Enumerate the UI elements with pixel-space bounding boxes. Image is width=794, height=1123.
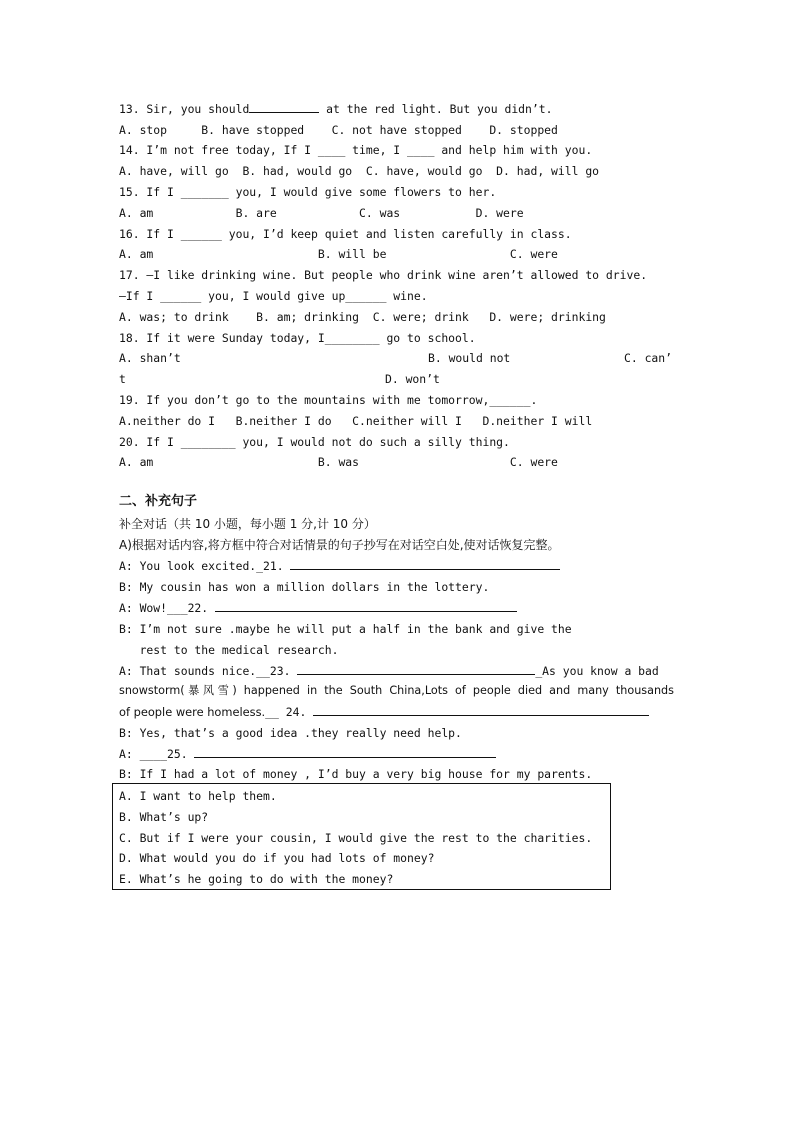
question-18-option-c-cont: t: [119, 372, 126, 386]
section-instruction: 补全对话（共 10 小题，每小题 1 分,计 10 分）: [119, 517, 376, 531]
answer-blank: [194, 747, 496, 758]
dialogue-line: rest to the medical research.: [119, 643, 339, 657]
choice-e: E. What’s he going to do with the money?: [119, 872, 394, 886]
choice-d: D. What would you do if you had lots of money?: [119, 851, 435, 865]
question-15-stem: 15. If I _______ you, I would give some flowers to her.: [119, 185, 497, 199]
dialogue-line: B: If I had a lot of money , I’d buy a very big house for my parents.: [119, 767, 593, 781]
dialogue-line-24: of people were homeless.__ 24.: [119, 705, 679, 719]
section-subinstruction: A)根据对话内容,将方框中符合对话情景的句子抄写在对话空白处,使对话恢复完整。: [119, 538, 560, 552]
question-17-options: A. was; to drink B. am; drinking C. were; drink D. were; drinking: [119, 310, 606, 324]
dialogue-line-21: A: You look excited._21.: [119, 559, 679, 573]
question-15-options: A. am B. are C. was D. were: [119, 206, 524, 220]
answer-blank: [215, 601, 517, 612]
question-18-option-c: C. can’: [624, 351, 673, 365]
question-19-stem: 19. If you don’t go to the mountains with me tomorrow,______.: [119, 393, 538, 407]
question-18-stem: 18. If it were Sunday today, I________ go to school.: [119, 331, 476, 345]
question-16-stem: 16. If I ______ you, I’d keep quiet and listen carefully in class.: [119, 227, 572, 241]
dialogue-line: B: My cousin has won a million dollars in the lottery.: [119, 580, 490, 594]
question-16-options: A. am B. will be C. were: [119, 247, 558, 261]
question-19-options: A.neither do I B.neither I do C.neither will I D.neither I will: [119, 414, 593, 428]
choice-a: A. I want to help them.: [119, 789, 277, 803]
section-heading: 二、补充句子: [119, 494, 198, 509]
question-14-stem: 14. I’m not free today, If I ____ time, I ____ and help him with you.: [119, 143, 593, 157]
answer-blank: [249, 102, 319, 113]
dialogue-line: B: Yes, that’s a good idea .they really need help.: [119, 726, 462, 740]
question-13-stem: 13. Sir, you should at the red light. But you didn’t.: [119, 102, 553, 116]
dialogue-line-25: A: ____25.: [119, 747, 679, 761]
dialogue-line: snowstorm(暴风雪) happened in the South China,Lots of people died and many thousands: [119, 684, 674, 697]
choice-c: C. But if I were your cousin, I would give the rest to the charities.: [119, 831, 593, 845]
question-20-stem: 20. If I ________ you, I would not do such a silly thing.: [119, 435, 510, 449]
question-20-options: A. am B. was C. were: [119, 455, 558, 469]
answer-blank: [313, 705, 649, 716]
question-18-option-a: A. shan’t: [119, 351, 181, 365]
answer-blank: [297, 664, 535, 675]
answer-blank: [290, 559, 560, 570]
question-17-stem-reply: —If I ______ you, I would give up______ wine.: [119, 289, 428, 303]
choice-b: B. What’s up?: [119, 810, 209, 824]
question-18-option-b: B. would not: [428, 351, 511, 365]
dialogue-line-22: A: Wow!___22.: [119, 601, 679, 615]
question-17-stem: 17. —I like drinking wine. But people who drink wine aren’t allowed to drive.: [119, 268, 648, 282]
question-13-options: A. stop B. have stopped C. not have stopped D. stopped: [119, 123, 558, 137]
question-14-options: A. have, will go B. had, would go C. have, would go D. had, will go: [119, 164, 600, 178]
dialogue-line: B: I’m not sure .maybe he will put a half in the bank and give the: [119, 622, 572, 636]
dialogue-line-23: A: That sounds nice.__23. _As you know a bad: [119, 664, 659, 678]
question-18-option-d: D. won’t: [385, 372, 440, 386]
